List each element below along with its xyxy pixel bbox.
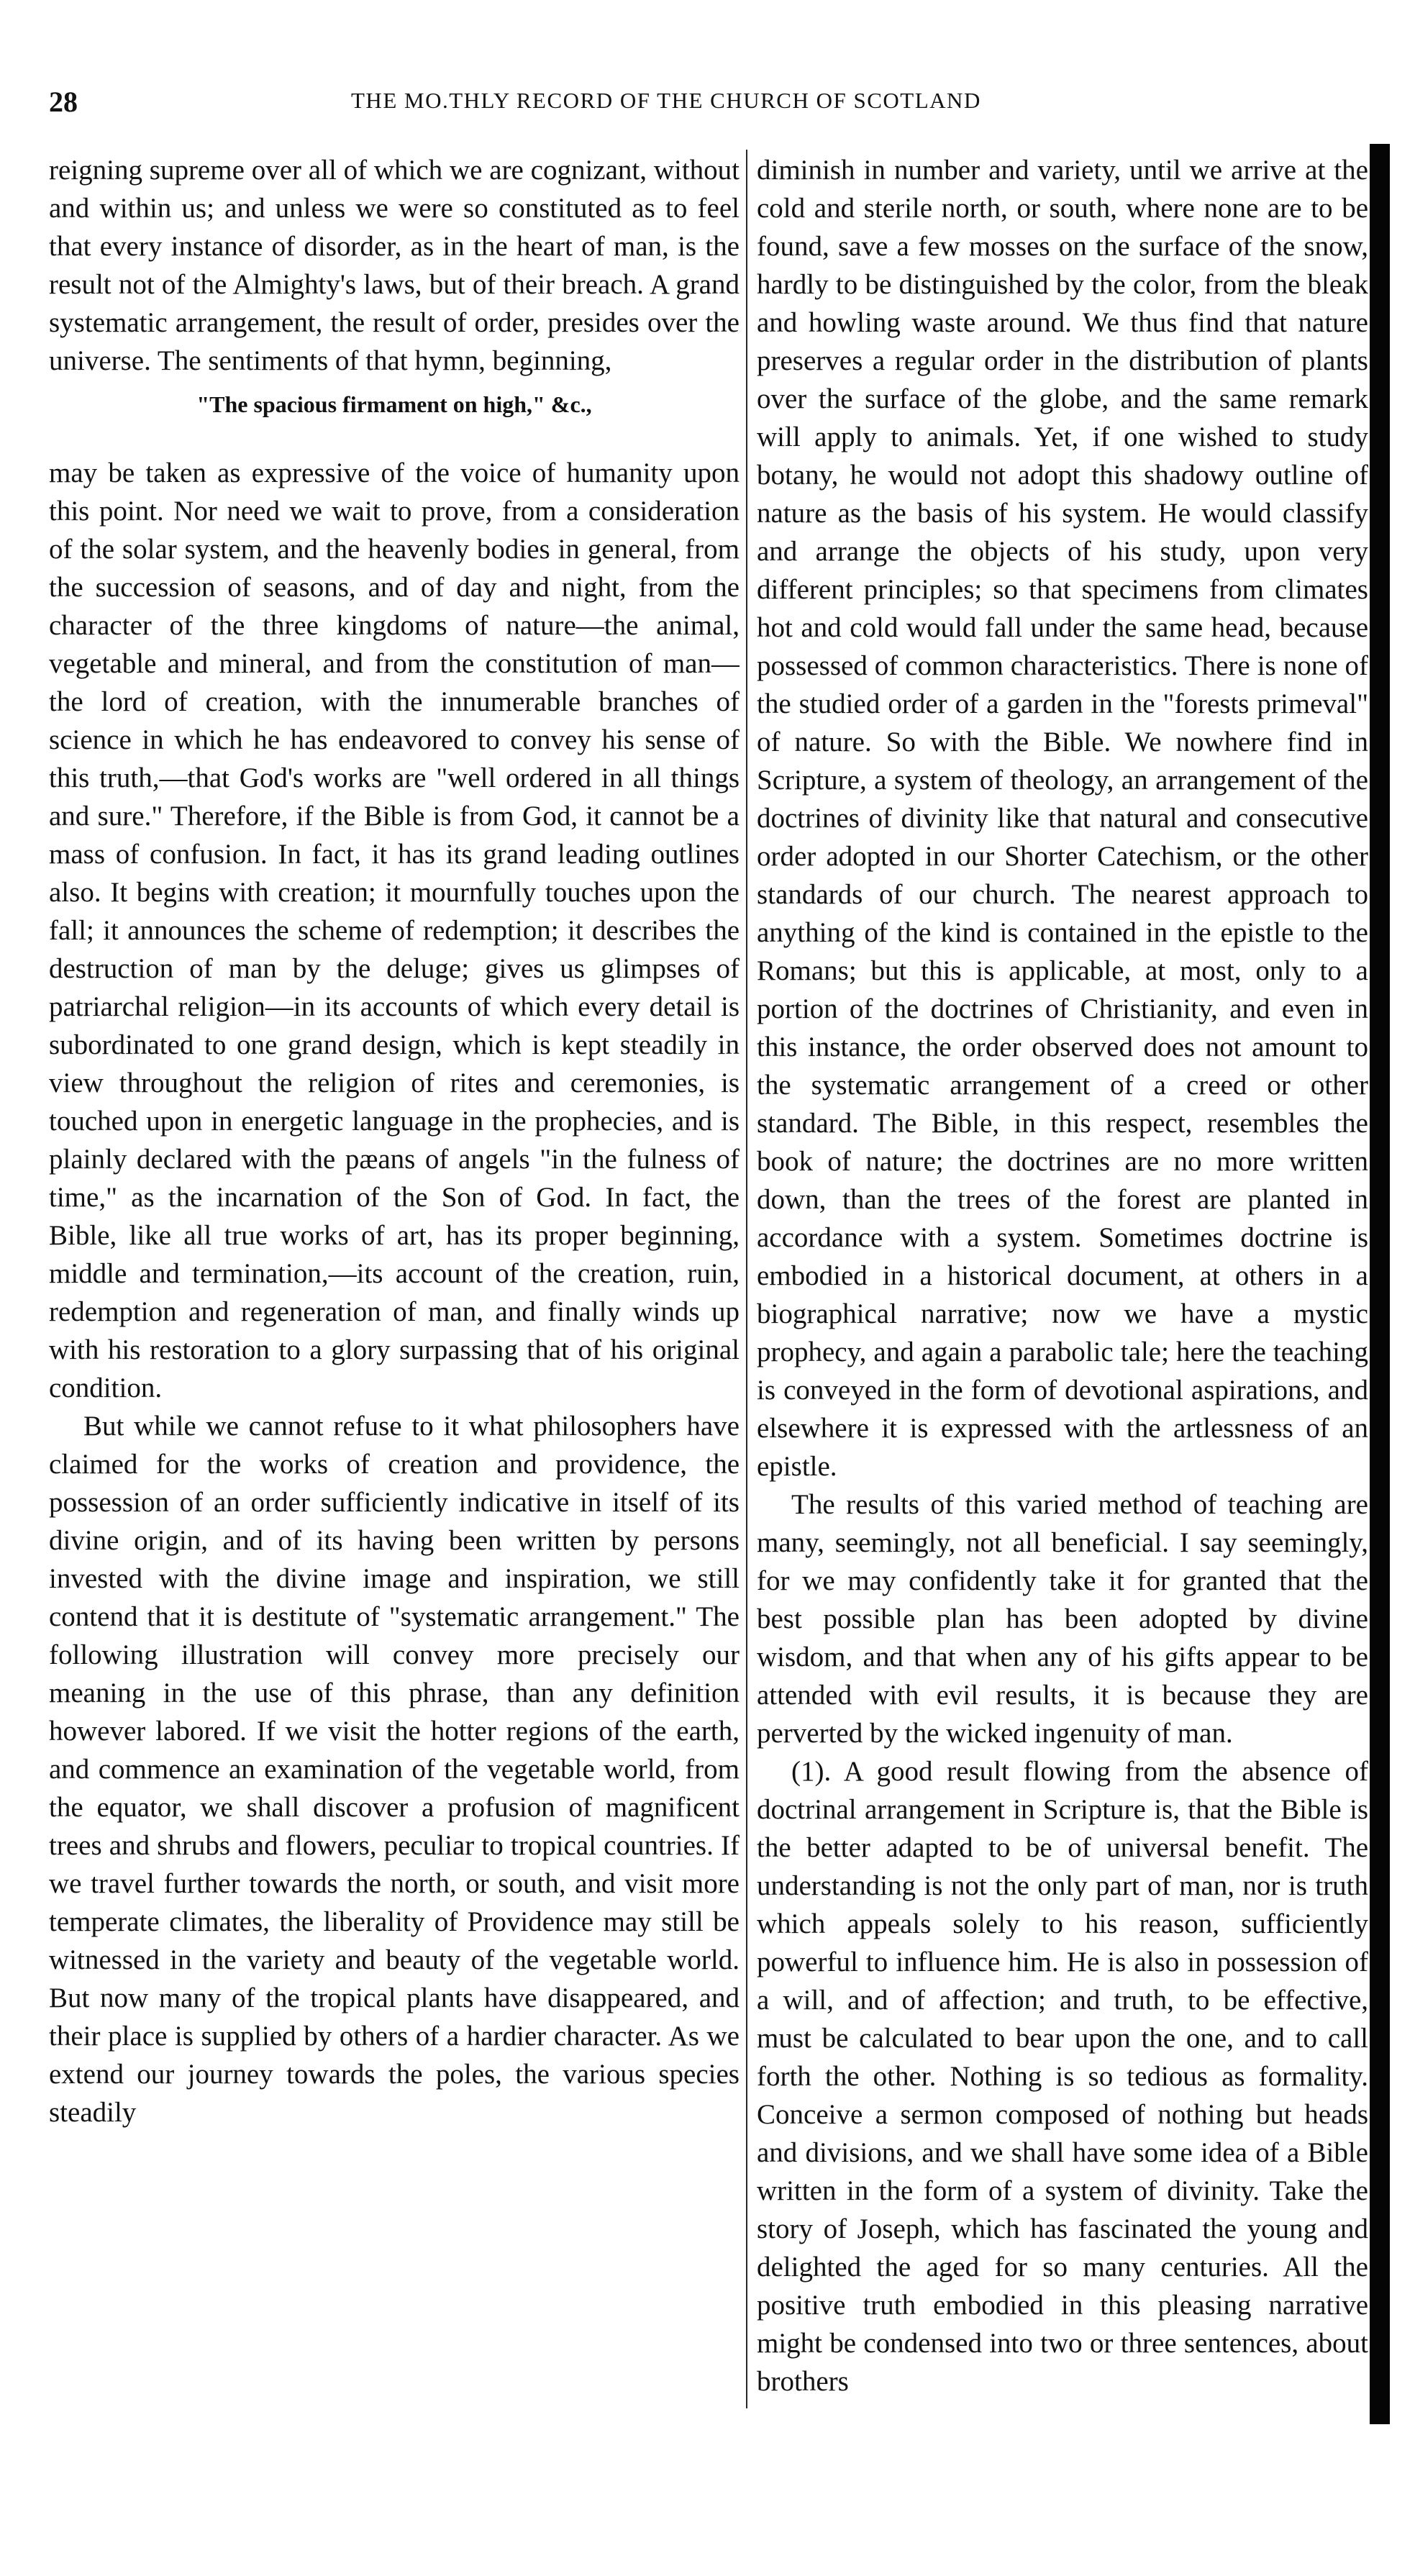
page-header <box>49 85 1344 128</box>
running-title: THE MO.THLY RECORD OF THE CHURCH OF SCOTLAND <box>351 88 981 113</box>
left-paragraph-2: may be taken as expressive of the voice of humanity upon this point. Nor need we wait to prove, from a consideration of the solar system, and the heavenly bodies in general, from the succession of seasons, and of day and night, from the character of the three kingdoms of nature—the animal, vegetable and mineral, and from the constitution of man—the lord of creation, with the innumerable branches of science in which he has endeavored to convey his sense of this truth,—that God's works are "well ordered in all things and sure." Therefore, if the Bible is from God, it cannot be a mass of confusion. In fact, it has its grand leading outlines also. It begins with creation; it mournfully touches upon the fall; it announces the scheme of redemption; it describes the destruction of man by the deluge; gives us glimpses of patriarchal religion—in its accounts of which every detail is subordinated to one grand design, which is kept steadily in view throughout the religion of rites and ceremonies, is touched upon in energetic language in the prophecies, and is plainly declared with the pæans of angels "in the fulness of time," as the incarnation of the Son of God. In fact, the Bible, like all true works of art, has its proper beginning, middle and termination,—its account of the creation, ruin, redemption and regeneration of man, and finally winds up with his restoration to a glory surpassing that of his original condition. <box>49 458 740 1403</box>
column-divider <box>746 150 747 2408</box>
binding-shadow <box>1370 144 1390 2424</box>
right-paragraph-3: (1). A good result flowing from the absence of doctrinal arrangement in Scripture is, that the Bible is the better adapted to be of universal benefit. The understanding is not the only part of man, nor is truth which appeals solely to his reason, sufficiently powerful to influence him. He is also in possession of a will, and of affection; and truth, to be effective, must be calculated to bear upon the one, and to call forth the other. Nothing is so tedious as formality. Conceive a sermon composed of nothing but heads and divisions, and we shall have some idea of a Bible written in the form of a system of divinity. Take the story of Joseph, which has fascinated the young and delighted the aged for so many centuries. All the positive truth embodied in this pleasing narrative might be condensed into two or three sentences, about brothers <box>757 1756 1368 2397</box>
left-column <box>49 151 740 2547</box>
page-number: 28 <box>49 86 78 118</box>
hymn-quote: "The spacious firmament on high," &c., <box>196 391 592 417</box>
left-paragraph-1: reigning supreme over all of which we are cognizant, without and within us; and unless we were so constituted as to feel that every instance of disorder, as in the heart of man, is the result not of the Almighty's laws, but of their breach. A grand systematic arrangement, the result of order, presides over the universe. The sentiments of that hymn, beginning, <box>49 155 740 376</box>
right-column <box>757 151 1368 2547</box>
right-paragraph-1: diminish in number and variety, until we arrive at the cold and sterile north, or south, where none are to be found, save a few mosses on the surface of the snow, hardly to be distinguished by the color, from the bleak and howling waste around. We thus find that nature preserves a regular order in the distribution of plants over the surface of the globe, and the same remark will apply to animals. Yet, if one wished to study botany, he would not adopt this shadowy outline of nature as the basis of his system. He would classify and arrange the objects of his study, upon very different principles; so that specimens from climates hot and cold would fall under the same head, because possessed of common characteristics. There is none of the studied order of a garden in the "forests primeval" of nature. So with the Bible. We nowhere find in Scripture, a system of theology, an arrangement of the doctrines of divinity like that natural and consecutive order adopted in our Shorter Catechism, or the other standards of our church. The nearest approach to anything of the kind is contained in the epistle to the Romans; but this is applicable, at most, only to a portion of the doctrines of Christianity, and even in this instance, the order observed does not amount to the systematic arrangement of a creed or other standard. The Bible, in this respect, resembles the book of nature; the doctrines are no more written down, than the trees of the forest are planted in accordance with a system. Sometimes doctrine is embodied in a historical document, at others in a biographical narrative; now we have a mystic prophecy, and again a parabolic tale; here the teaching is conveyed in the form of devotional aspirations, and elsewhere it is expressed with the artlessness of an epistle. <box>757 155 1368 1482</box>
left-paragraph-3: But while we cannot refuse to it what philosophers have claimed for the works of creation and providence, the possession of an order sufficiently indicative in itself of its divine origin, and of its having been written by persons invested with the divine image and inspiration, we still contend that it is destitute of "systematic arrangement." The following illustration will convey more precisely our meaning in the use of this phrase, than any definition however labored. If we visit the hotter regions of the earth, and commence an examination of the vegetable world, from the equator, we shall discover a profusion of magnificent trees and shrubs and flowers, peculiar to tropical countries. If we travel further towards the north, or south, and visit more temperate climates, the liberality of Providence may still be witnessed in the variety and beauty of the vegetable world. But now many of the tropical plants have disappeared, and their place is supplied by others of a hardier character. As we extend our journey towards the poles, the various species steadily <box>49 1411 740 2128</box>
right-paragraph-2: The results of this varied method of teaching are many, seemingly, not all beneficial. I say seemingly, for we may confidently take it for granted that the best possible plan has been adopted by divine wisdom, and that when any of his gifts appear to be attended with evil results, it is because they are perverted by the wicked ingenuity of man. <box>757 1489 1368 1749</box>
